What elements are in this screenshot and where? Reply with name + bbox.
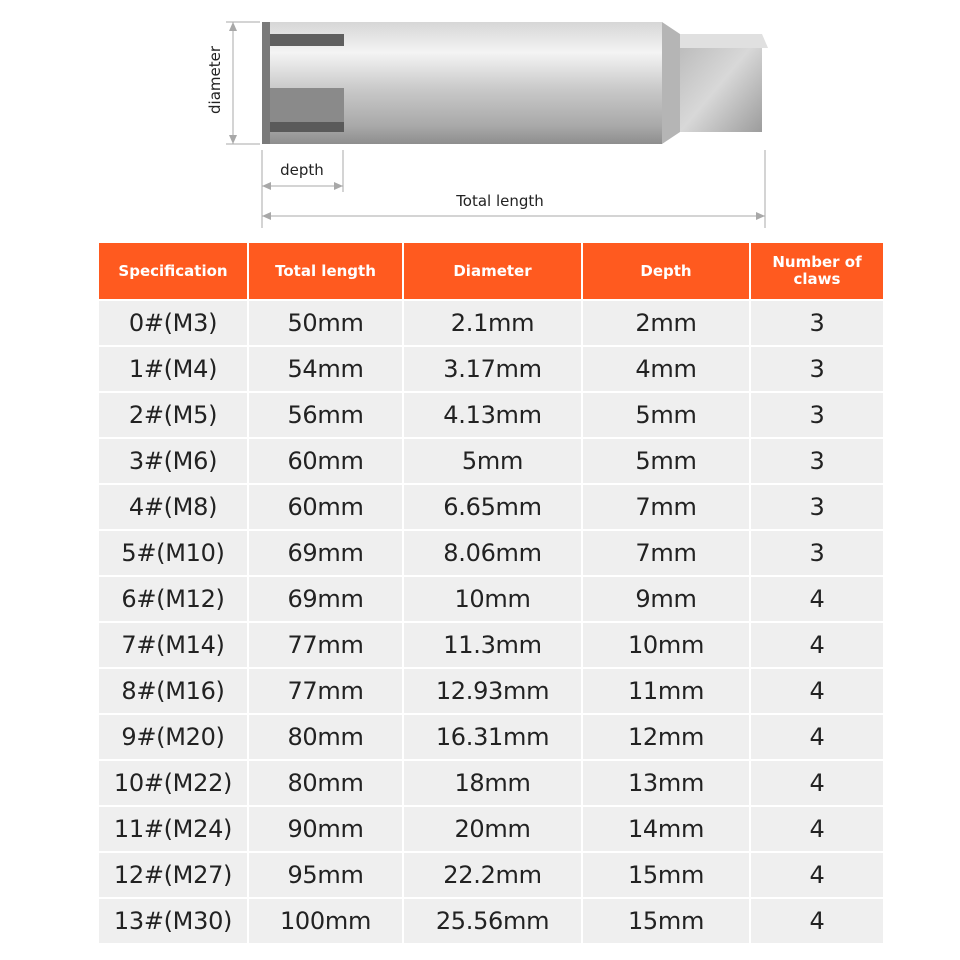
- table-row: [99, 761, 883, 805]
- cell-total-length: 56mm: [249, 393, 402, 437]
- table-row: [99, 531, 883, 575]
- cell-total-length: 90mm: [249, 807, 402, 851]
- cell-depth: 9mm: [583, 577, 749, 621]
- cell-claws: 4: [751, 807, 883, 851]
- cell-total-length: 69mm: [249, 531, 402, 575]
- tap-extractor-diagram: [0, 0, 960, 240]
- cell-depth: 11mm: [583, 669, 749, 713]
- cell-diameter: 5mm: [404, 439, 581, 483]
- cell-specification: 8#(M16): [99, 669, 247, 713]
- cell-depth: 5mm: [583, 393, 749, 437]
- cell-total-length: 100mm: [249, 899, 402, 943]
- cell-specification: 12#(M27): [99, 853, 247, 897]
- cell-total-length: 60mm: [249, 439, 402, 483]
- table-row: [99, 899, 883, 943]
- cell-diameter: 18mm: [404, 761, 581, 805]
- cell-diameter: 16.31mm: [404, 715, 581, 759]
- diameter-label: diameter: [206, 46, 224, 114]
- tool-illustration: [262, 22, 768, 144]
- cell-depth: 13mm: [583, 761, 749, 805]
- cell-total-length: 80mm: [249, 715, 402, 759]
- header-diameter: Diameter: [404, 243, 581, 299]
- cell-depth: 7mm: [583, 485, 749, 529]
- cell-claws: 3: [751, 531, 883, 575]
- cell-depth: 14mm: [583, 807, 749, 851]
- cell-specification: 11#(M24): [99, 807, 247, 851]
- table-row: [99, 715, 883, 759]
- table-row: [99, 347, 883, 391]
- table-body: [99, 301, 883, 943]
- cell-claws: 4: [751, 669, 883, 713]
- cell-diameter: 10mm: [404, 577, 581, 621]
- cell-specification: 3#(M6): [99, 439, 247, 483]
- cell-depth: 4mm: [583, 347, 749, 391]
- cell-specification: 10#(M22): [99, 761, 247, 805]
- cell-total-length: 80mm: [249, 761, 402, 805]
- cell-total-length: 60mm: [249, 485, 402, 529]
- cell-total-length: 77mm: [249, 669, 402, 713]
- cell-specification: 0#(M3): [99, 301, 247, 345]
- total-length-label: Total length: [456, 192, 544, 210]
- header-depth: Depth: [583, 243, 749, 299]
- table-row: [99, 393, 883, 437]
- specification-table: [97, 241, 885, 945]
- cell-claws: 3: [751, 347, 883, 391]
- cell-claws: 4: [751, 715, 883, 759]
- depth-label: depth: [280, 161, 324, 179]
- table-row: [99, 853, 883, 897]
- cell-depth: 15mm: [583, 853, 749, 897]
- cell-depth: 5mm: [583, 439, 749, 483]
- cell-diameter: 12.93mm: [404, 669, 581, 713]
- cell-specification: 5#(M10): [99, 531, 247, 575]
- header-total-length: Total length: [249, 243, 402, 299]
- cell-diameter: 25.56mm: [404, 899, 581, 943]
- cell-total-length: 77mm: [249, 623, 402, 667]
- cell-diameter: 22.2mm: [404, 853, 581, 897]
- cell-total-length: 54mm: [249, 347, 402, 391]
- header-specification: Specification: [99, 243, 247, 299]
- cell-total-length: 50mm: [249, 301, 402, 345]
- cell-total-length: 69mm: [249, 577, 402, 621]
- cell-diameter: 8.06mm: [404, 531, 581, 575]
- cell-specification: 4#(M8): [99, 485, 247, 529]
- cell-diameter: 11.3mm: [404, 623, 581, 667]
- cell-depth: 7mm: [583, 531, 749, 575]
- cell-diameter: 2.1mm: [404, 301, 581, 345]
- table-row: [99, 439, 883, 483]
- cell-claws: 3: [751, 301, 883, 345]
- cell-claws: 4: [751, 853, 883, 897]
- cell-claws: 4: [751, 623, 883, 667]
- cell-diameter: 4.13mm: [404, 393, 581, 437]
- cell-claws: 3: [751, 485, 883, 529]
- cell-diameter: 20mm: [404, 807, 581, 851]
- cell-diameter: 3.17mm: [404, 347, 581, 391]
- cell-specification: 9#(M20): [99, 715, 247, 759]
- cell-specification: 2#(M5): [99, 393, 247, 437]
- cell-claws: 4: [751, 899, 883, 943]
- cell-specification: 7#(M14): [99, 623, 247, 667]
- cell-diameter: 6.65mm: [404, 485, 581, 529]
- table-row: [99, 577, 883, 621]
- table-header-row: [99, 243, 883, 299]
- table-row: [99, 807, 883, 851]
- cell-claws: 3: [751, 393, 883, 437]
- cell-claws: 4: [751, 761, 883, 805]
- cell-specification: 13#(M30): [99, 899, 247, 943]
- table-row: [99, 301, 883, 345]
- cell-depth: 15mm: [583, 899, 749, 943]
- cell-depth: 12mm: [583, 715, 749, 759]
- cell-claws: 4: [751, 577, 883, 621]
- table-row: [99, 669, 883, 713]
- table-row: [99, 485, 883, 529]
- header-number-of-claws: Number of claws: [751, 243, 883, 299]
- cell-specification: 1#(M4): [99, 347, 247, 391]
- cell-specification: 6#(M12): [99, 577, 247, 621]
- cell-depth: 10mm: [583, 623, 749, 667]
- cell-claws: 3: [751, 439, 883, 483]
- table-row: [99, 623, 883, 667]
- cell-depth: 2mm: [583, 301, 749, 345]
- cell-total-length: 95mm: [249, 853, 402, 897]
